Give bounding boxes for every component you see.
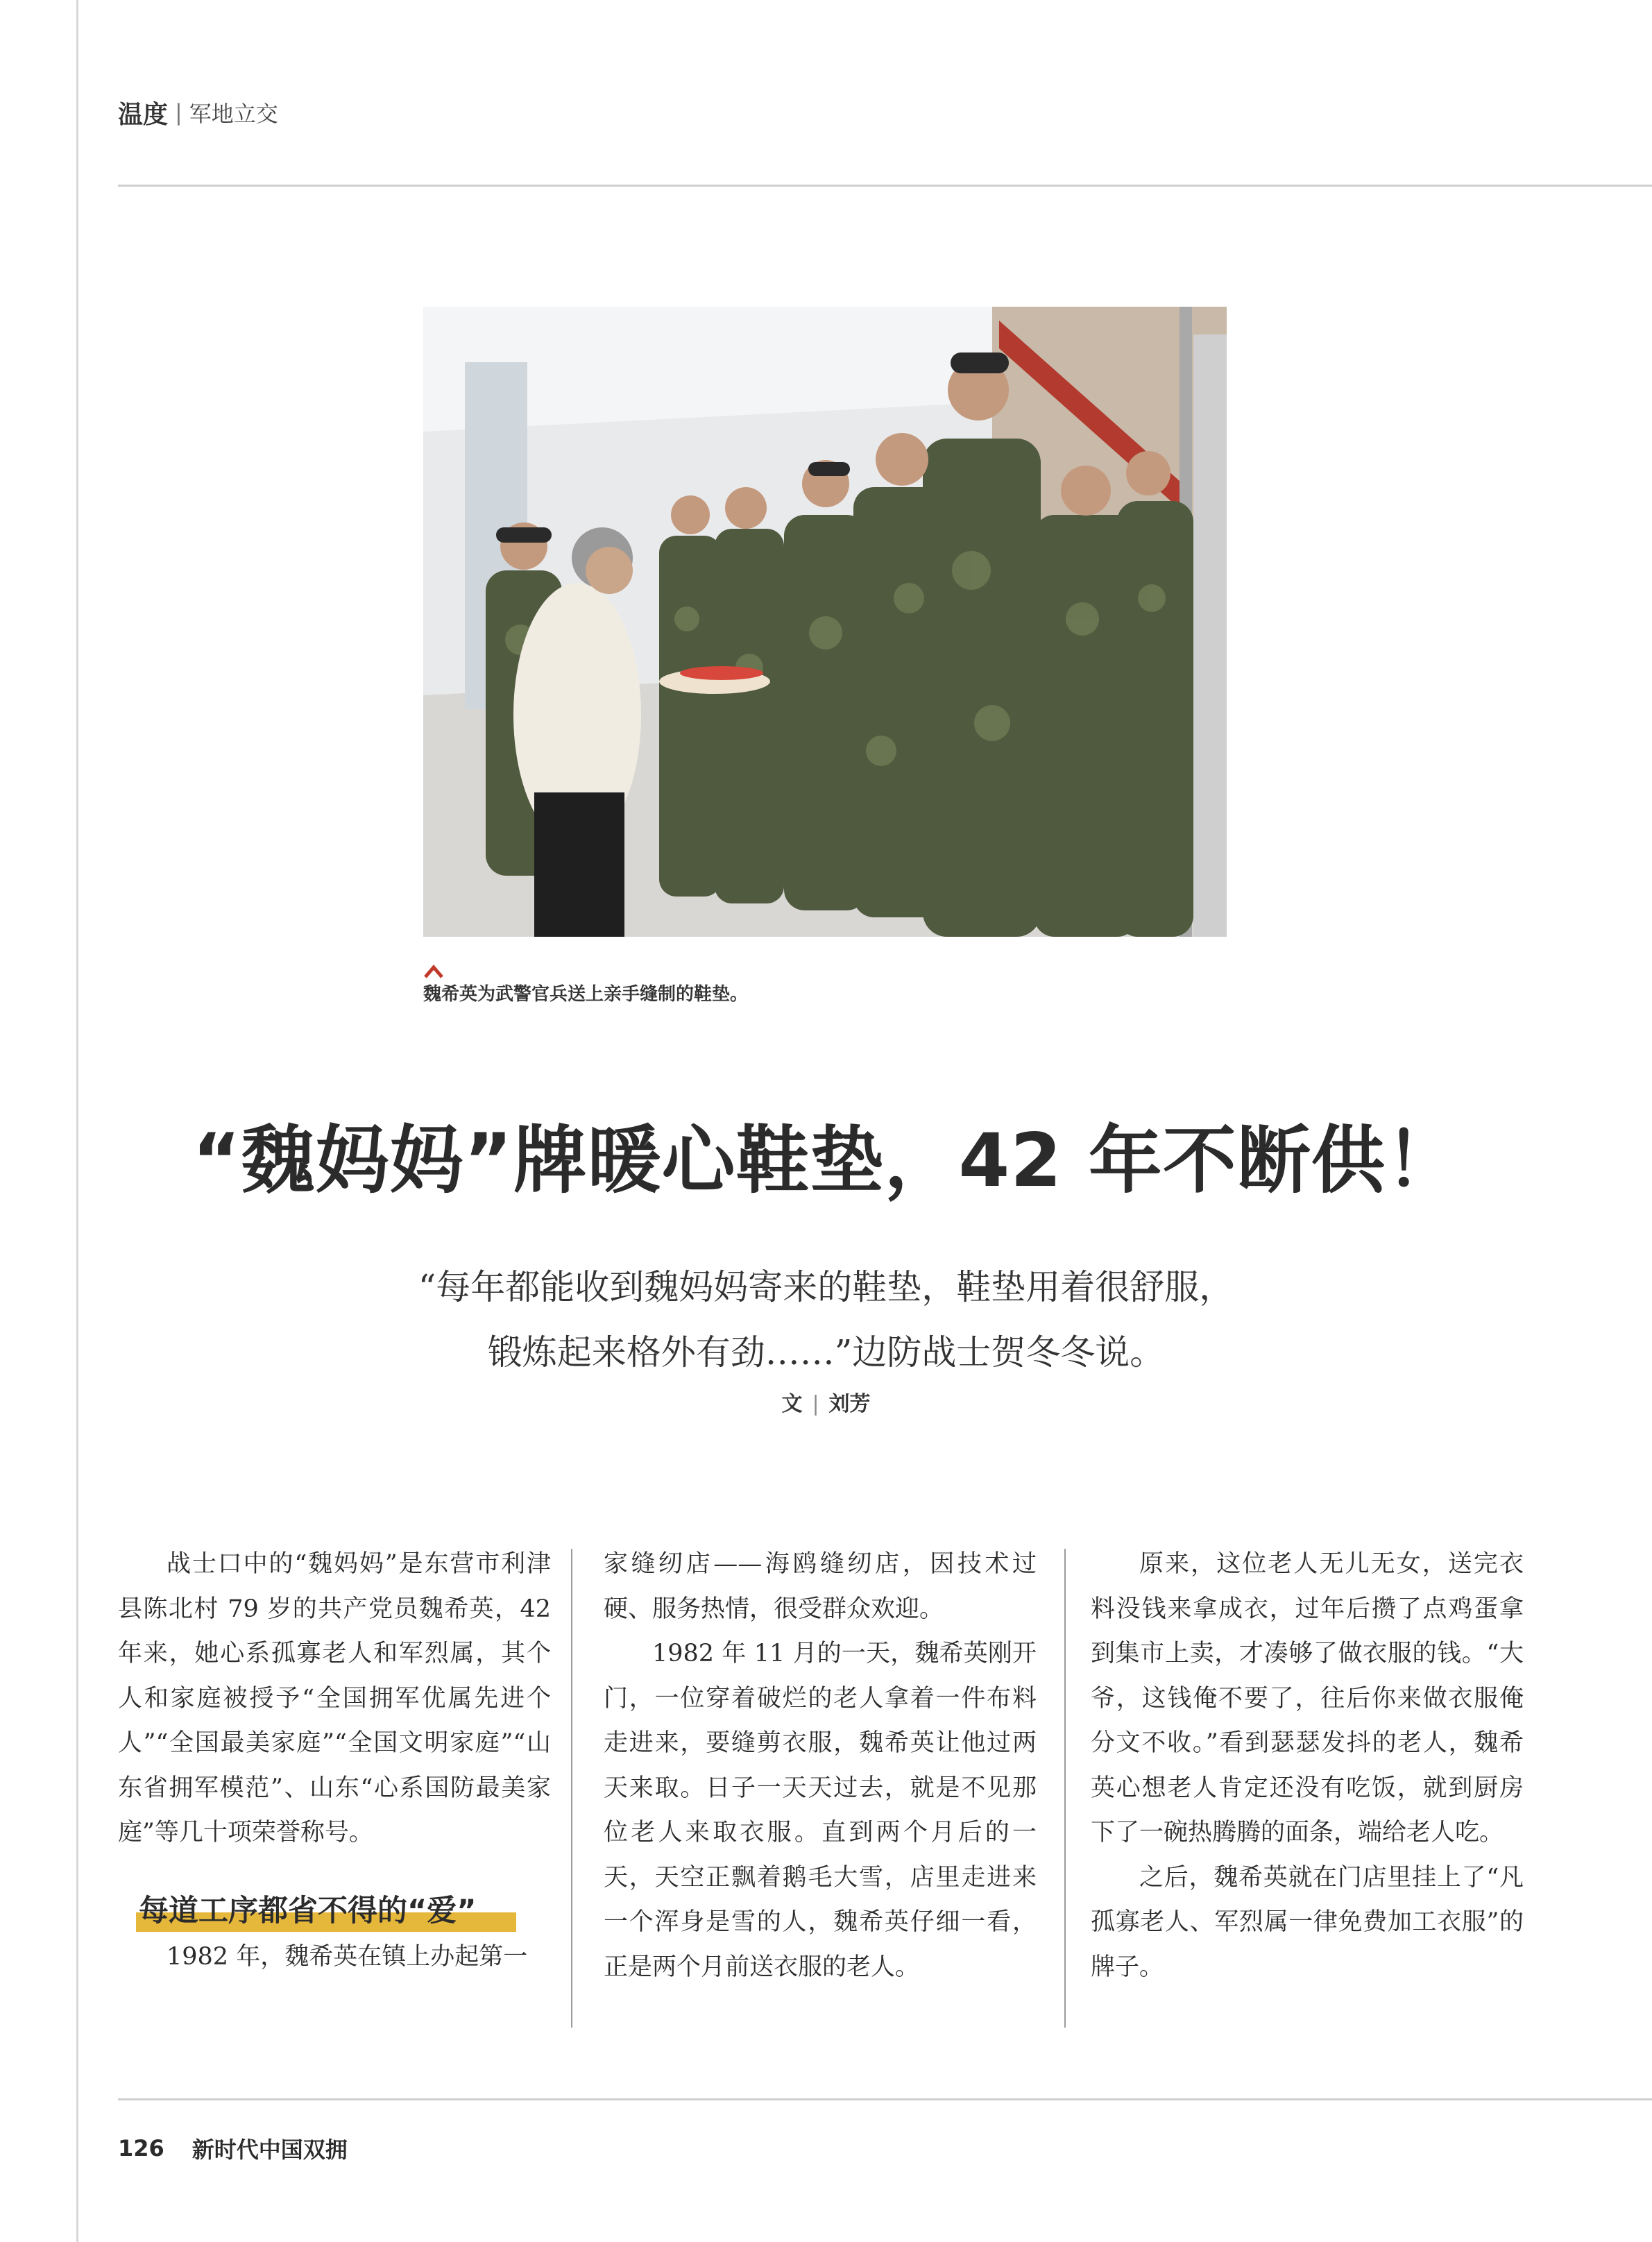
column-divider-2: [1064, 1549, 1066, 2028]
paragraph: 1982 年 11 月的一天，魏希英刚开门，一位穿着破烂的老人拿着一件布料走进来，要缝剪衣服，魏希英让他过两天来取。日子一天天过去，就是不见那位老人来取衣服。直到两个月后的一天，天空正飘着鹅毛大雪，店里走进来一个浑身是雪的人，魏希英仔细一看，正是两个月前送衣服的老人。: [604, 1640, 1037, 1981]
magazine-name: 新时代中国双拥: [191, 2137, 348, 2163]
page-header: [118, 92, 278, 133]
paragraph-continued: 家缝纫店——海鸥缝纫店，因技术过硬、服务热情，很受群众欢迎。: [604, 1550, 1037, 1623]
text-column-2: [604, 1542, 1037, 1989]
header-rule: [118, 185, 1652, 187]
article-lead: [0, 1255, 1652, 1385]
photo-caption: 魏希英为武警官兵送上亲手缝制的鞋垫。: [423, 984, 749, 1005]
page-number: 126: [118, 2135, 164, 2162]
page-footer: [118, 2132, 348, 2164]
caption-arrow-icon: [423, 963, 444, 980]
byline-label: 文: [781, 1392, 803, 1416]
subheading-block: [118, 1889, 551, 1935]
lead-line-1: “每年都能收到魏妈妈寄来的鞋垫，鞋垫用着很舒服，: [418, 1267, 1234, 1307]
paragraph: 战士口中的“魏妈妈”是东营市利津县陈北村 79 岁的共产党员魏希英，42 年来，她心系孤寡老人和军烈属，其个人和家庭被授予“全国拥军优属先进个人”“全国最美家庭”“全国文明家庭”“山东省拥军模范”、山东“心系国防最美家庭”等几十项荣誉称号。: [118, 1550, 551, 1846]
subsection-title: 军地立交: [189, 101, 278, 127]
text-column-3: [1091, 1542, 1524, 1989]
column-divider-1: [571, 1549, 572, 2028]
article-photo: [423, 307, 1227, 937]
paragraph: 原来，这位老人无儿无女，送完衣料没钱来拿成衣，过年后攒了点鸡蛋拿到集市上卖，才凑够了做衣服的钱。“大爷，这钱俺不要了，往后你来做衣服俺分文不收。”看到瑟瑟发抖的老人，魏希英心想老人肯定还没有吃饭，就到厨房下了一碗热腾腾的面条，端给老人吃。: [1091, 1550, 1524, 1846]
byline: [0, 1386, 1652, 1417]
byline-author: 刘芳: [828, 1392, 871, 1416]
header-separator: |: [175, 99, 182, 126]
footer-rule: [118, 2098, 1652, 2100]
photo-illustration: [423, 307, 1227, 937]
article-title: “魏妈妈”牌暖心鞋垫，42 年不断供！: [192, 1118, 1460, 1203]
subheading: 每道工序都省不得的“爱”: [139, 1893, 477, 1928]
paragraph: 之后，魏希英就在门店里挂上了“凡孤寡老人、军烈属一律免费加工衣服”的牌子。: [1091, 1863, 1524, 1981]
byline-separator: |: [812, 1392, 819, 1416]
section-title: 温度: [118, 100, 169, 129]
lead-line-2: 锻炼起来格外有劲……”边防战士贺冬冬说。: [487, 1332, 1165, 1373]
paragraph: 1982 年，魏希英在镇上办起第一: [167, 1942, 528, 1971]
text-column-1: [118, 1542, 551, 1979]
